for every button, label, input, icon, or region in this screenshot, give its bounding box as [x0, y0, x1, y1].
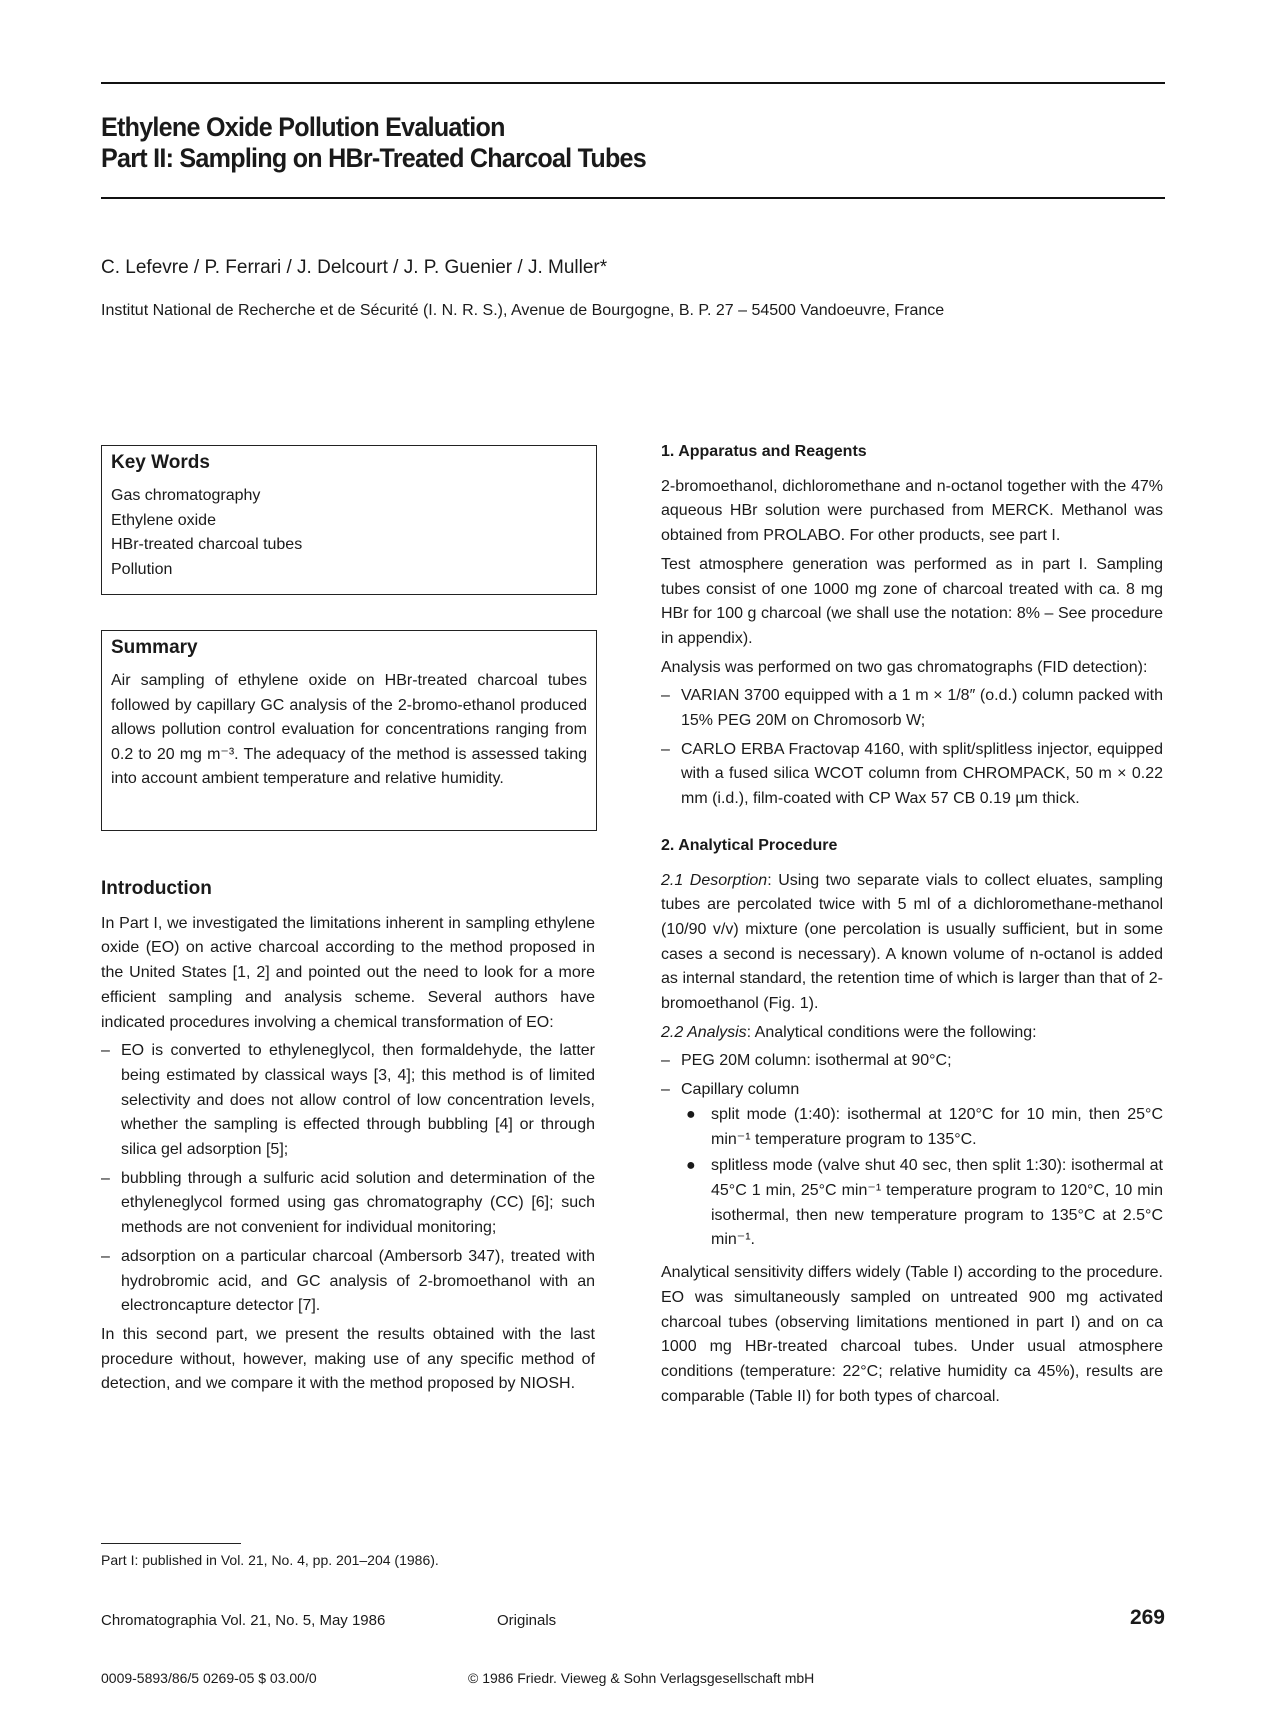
- sub-list-item: [661, 1103, 1163, 1152]
- footnote: Part I: published in Vol. 21, No. 4, pp. 201–204 (1986).: [101, 1552, 439, 1568]
- subsection-label: 2.1 Desorption: [661, 871, 768, 889]
- list-item-text: split mode (1:40): isothermal at 120°C for 10 min, then 25°C min⁻¹ temperature program to 135°C.: [711, 1105, 1163, 1148]
- top-rule: [101, 82, 1165, 84]
- left-column: [101, 877, 595, 1401]
- journal-info: Chromatographia Vol. 21, No. 5, May 1986: [101, 1612, 386, 1629]
- list-item-text: VARIAN 3700 equipped with a 1 m × 1/8″ (o.d.) column packed with 15% PEG 20M on Chromosorb W;: [681, 687, 1163, 730]
- keyword: Gas chromatography: [111, 487, 261, 504]
- keywords-heading: Key Words: [111, 452, 210, 473]
- bullet-icon: ●: [686, 1157, 696, 1175]
- dash-marker: –: [661, 687, 670, 705]
- list-item: [661, 684, 1163, 733]
- section-1-heading: 1. Apparatus and Reagents: [661, 443, 867, 460]
- dash-marker: –: [101, 1247, 110, 1265]
- paragraph: [661, 1021, 1163, 1046]
- summary-text: Air sampling of ethylene oxide on HBr-treated charcoal tubes followed by capillary GC analysis of the 2-bromo-ethanol produced allows pollution control evaluation for concentrations ranging from 0.2 to 20 mg m⁻³. The adequacy of the method is assessed taking into account ambient temperature and relative humidity.: [111, 672, 587, 788]
- list-item-text: EO is converted to ethyleneglycol, then formaldehyde, the latter being estimated by classical ways [3, 4]; this method is of limited selectivity and does not allow control of low concentration levels, whether the sampling is effected through bubbling [4] or through silica gel adsorption [5];: [121, 1042, 595, 1159]
- bullet-icon: ●: [686, 1105, 696, 1123]
- list-item-text: bubbling through a sulfuric acid solution and determination of the ethyleneglycol formed using gas chromatography (CC) [6]; such methods are not convenient for individual monitoring;: [121, 1169, 595, 1237]
- copyright: © 1986 Friedr. Vieweg & Sohn Verlagsgesellschaft mbH: [468, 1670, 815, 1686]
- keyword: Pollution: [111, 560, 173, 578]
- title-line-1: Ethylene Oxide Pollution Evaluation: [101, 112, 505, 142]
- title-rule: [101, 197, 1165, 199]
- list-item: [101, 1167, 595, 1241]
- summary-box: [101, 630, 597, 831]
- subsection-label: 2.2 Analysis: [661, 1023, 747, 1041]
- list-item: [661, 738, 1163, 812]
- article-code: 0009-5893/86/5 0269-05 $ 03.00/0: [101, 1670, 317, 1686]
- dash-marker: –: [661, 1052, 670, 1070]
- list-item: [101, 1245, 595, 1319]
- list-item-text: PEG 20M column: isothermal at 90°C;: [681, 1052, 952, 1070]
- list-item: [101, 1039, 595, 1163]
- list-item: [661, 1078, 1163, 1103]
- dash-marker: –: [101, 1042, 110, 1060]
- paragraph: Test atmosphere generation was performed as in part I. Sampling tubes consist of one 1000 mg zone of charcoal treated with ca. 8 mg HBr for 100 g charcoal (we shall use the notation: 8% – See procedure in appendix).: [661, 555, 1163, 647]
- section-2-heading: 2. Analytical Procedure: [661, 836, 838, 854]
- paragraph-text: : Analytical conditions were the following:: [746, 1023, 1037, 1041]
- right-column: [661, 440, 1163, 1413]
- sub-list-item: [661, 1154, 1163, 1253]
- paragraph: In this second part, we present the results obtained with the last procedure without, however, making use of any specific method of detection, and we compare it with the method proposed by NIOSH.: [101, 1325, 595, 1393]
- title-line-2: Part II: Sampling on HBr-Treated Charcoal Tubes: [101, 143, 646, 173]
- paragraph: Analytical sensitivity differs widely (Table I) according to the procedure. EO was simultaneously sampled on untreated 900 mg activated charcoal tubes (observing limitations mentioned in part I) and on ca 1000 mg HBr-treated charcoal tubes. Under usual atmosphere conditions (temperature: 22°C; relative humidity ca 45%), results are comparable (Table II) for both types of charcoal.: [661, 1264, 1163, 1405]
- list-item-text: CARLO ERBA Fractovap 4160, with split/splitless injector, equipped with a fused silica WCOT column from CHROMPACK, 50 m × 0.22 mm (i.d.), film-coated with CP Wax 57 CB 0.19 µm thick.: [681, 740, 1163, 808]
- paragraph: 2-bromoethanol, dichloromethane and n-octanol together with the 47% aqueous HBr solution were purchased from MERCK. Methanol was obtained from PROLABO. For other products, see part I.: [661, 477, 1163, 545]
- paragraph: In Part I, we investigated the limitations inherent in sampling ethylene oxide (EO) on active charcoal according to the method proposed in the United States [1, 2] and pointed out the need to look for a more efficient sampling and analysis scheme. Several authors have indicated procedures involving a chemical transformation of EO:: [101, 914, 595, 1031]
- list-item-text: Capillary column: [681, 1081, 800, 1099]
- list-item: [661, 1049, 1163, 1074]
- keywords-box: [101, 445, 597, 595]
- page-title: [101, 112, 646, 174]
- dash-marker: –: [661, 740, 670, 758]
- paragraph: Analysis was performed on two gas chromatographs (FID detection):: [661, 658, 1148, 676]
- page-number: 269: [1129, 1606, 1165, 1629]
- list-item-text: adsorption on a particular charcoal (Ambersorb 347), treated with hydrobromic acid, and GC analysis of 2-bromoethanol with an electroncapture detector [7].: [121, 1247, 595, 1315]
- dash-marker: –: [661, 1081, 670, 1099]
- introduction-heading: Introduction: [101, 878, 212, 899]
- section-label: Originals: [497, 1612, 557, 1629]
- keyword: HBr-treated charcoal tubes: [111, 536, 303, 554]
- paragraph: [661, 869, 1163, 1017]
- list-item-text: splitless mode (valve shut 40 sec, then split 1:30): isothermal at 45°C 1 min, 25°C min⁻¹ temperature program to 120°C, 10 min isothermal, then new temperature program to 135°C at 2.5°C min⁻¹.: [711, 1157, 1163, 1249]
- keyword: Ethylene oxide: [111, 511, 216, 529]
- paragraph-text: : Using two separate vials to collect eluates, sampling tubes are percolated twice with 5 ml of a dichloromethane-methanol (10/90 v/v) mixture (one percolation is usually sufficient, but in some cases a second is necessary). A known volume of n-octanol is added as internal standard, the retention time of which is larger than that of 2-bromoethanol (Fig. 1).: [661, 871, 1163, 1013]
- affiliation: Institut National de Recherche et de Sécurité (I. N. R. S.), Avenue de Bourgogne, B. P. 27 – 54500 Vandoeuvre, France: [101, 302, 945, 319]
- authors: C. Lefevre / P. Ferrari / J. Delcourt / J. P. Guenier / J. Muller*: [101, 257, 608, 278]
- footnote-rule: [101, 1543, 241, 1544]
- dash-marker: –: [101, 1169, 110, 1187]
- summary-heading: Summary: [111, 637, 198, 658]
